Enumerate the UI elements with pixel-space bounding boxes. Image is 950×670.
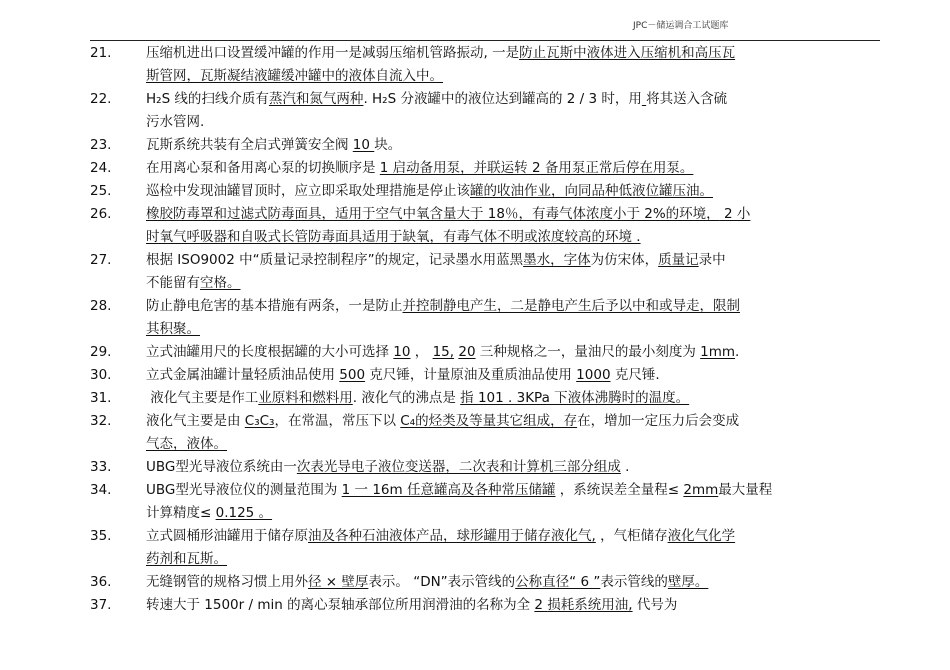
question-number: 28.: [90, 298, 112, 314]
question-number: 29.: [90, 344, 112, 360]
question-text: .: [735, 344, 740, 360]
question-text: UBG型光导液位系统由一: [146, 459, 297, 475]
answer-blank: 2 小: [719, 206, 751, 222]
question-number: 21.: [90, 45, 112, 61]
question-text: UBG型光导液位仪的测量范围为: [146, 482, 342, 498]
answer-blank: 15,: [432, 344, 455, 360]
answer-blank: 2: [534, 597, 548, 613]
question-text: ，气柜储存: [595, 528, 668, 544]
question-text: 无缝钢管的规格习惯上用外: [146, 574, 308, 590]
answer-blank: 气态，液体。: [146, 436, 227, 452]
answer-blank: 用于空气中氧含量大于 18％，有毒气体浓度小于 2%的环境，: [348, 206, 720, 222]
answer-blank: 橡胶防毒罩和过滤式防毒面具，适: [146, 206, 349, 222]
question-number: 33.: [90, 459, 112, 475]
question-line: [90, 134, 880, 157]
question-text: 块。: [374, 137, 402, 153]
answer-blank: 2mm: [683, 482, 719, 498]
question-text: 不能留有: [146, 275, 200, 291]
question-text: 三种规格之一，量油尺的最小刻度为: [475, 344, 701, 360]
answer-blank: 罐的收油作业，向同品种低液位罐压油。: [470, 183, 713, 199]
question-text: 根据 ISO9002 中“质量记录控制程序”的规定，记录墨水用蓝黑: [146, 252, 524, 268]
question-text: 污水管网.: [146, 114, 205, 130]
question-text: 录中: [698, 252, 726, 268]
question-text: 压缩机管路振动,: [389, 45, 488, 61]
question-number: 34.: [90, 482, 112, 498]
question-text: ，在常温，常压下以: [274, 413, 401, 429]
question-line: [90, 525, 880, 548]
question-text: . 液化气的沸点是: [352, 390, 461, 406]
question-continuation-line: [90, 111, 880, 134]
question-text: 时，用: [601, 91, 642, 107]
question-text: 代号为: [632, 597, 678, 613]
answer-blank: 径 × 壁厚: [308, 574, 369, 590]
question-number: 36.: [90, 574, 112, 590]
answer-blank: 时氧气呼吸器和自吸式长管防毒面具适用: [146, 229, 389, 245]
question-text: 立式圆桶形油罐用于储存原: [146, 528, 308, 544]
answer-blank: 1mm: [700, 344, 736, 360]
answer-blank: 公称直径“ 6 ”: [515, 574, 601, 590]
question-text: 转速大于 1500r / min 的离心泵轴承部位所用润滑油的名称为全: [146, 597, 535, 613]
header-title: JPC－储运调合工试题库: [633, 21, 729, 31]
question-text: 瓦斯系统共装有全启式弹簧安全阀: [146, 137, 353, 153]
question-text: 在用离心泵和备用离心泵的切换顺序是: [146, 160, 380, 176]
question-text: 计算精度≤: [146, 505, 216, 521]
answer-blank: 并控制静电产生，二是静电产生后予以中和或导走，限制: [402, 298, 740, 314]
question-text: .: [620, 459, 630, 475]
answer-blank: 损耗系统用油,: [547, 597, 633, 613]
answer-blank: 10: [393, 344, 411, 360]
question-number: 24.: [90, 160, 112, 176]
answer-blank: 药剂和瓦斯。: [146, 551, 227, 567]
question-continuation-line: [90, 502, 880, 525]
question-list: [90, 42, 880, 617]
question-line: [90, 341, 880, 364]
answer-blank: 油及各种石油液体产品，球形罐用于储存液化气,: [308, 528, 596, 544]
answer-blank: 20: [458, 344, 476, 360]
answer-blank: 1 一 16m 任意罐高及各种常压储罐: [341, 482, 556, 498]
question-line: [90, 295, 880, 318]
question-continuation-line: [90, 548, 880, 571]
question-text: 克尺锤，计量原油及重质油品使用: [365, 367, 577, 383]
answer-blank: C₄的烃类及等量其它组成，存: [400, 413, 578, 429]
answer-blank: 业原料和燃料用: [258, 390, 353, 406]
question-text: 为仿宋体，: [590, 252, 659, 268]
question-continuation-line: [90, 318, 880, 341]
question-text: 立式金属油罐计量轻质油品使用: [146, 367, 340, 383]
question-number: 31.: [90, 390, 112, 406]
answer-blank: 0.125 。: [215, 505, 273, 521]
question-number: 23.: [90, 137, 112, 153]
answer-blank: 蒸汽和氮气两种: [268, 91, 364, 107]
question-text: 液化气主要是作工: [146, 390, 259, 406]
question-text: 一是: [487, 45, 520, 61]
question-line: [90, 479, 880, 502]
question-line: [90, 410, 880, 433]
question-line: [90, 364, 880, 387]
answer-blank: 斯管网，瓦斯凝结液罐缓冲罐中的液体自流入中。: [146, 68, 443, 84]
answer-blank: 1 启动备用泵，并联运转 2 备用泵正常后停在用泵。: [379, 160, 694, 176]
question-number: 32.: [90, 413, 112, 429]
question-line: [90, 42, 880, 65]
question-number: 25.: [90, 183, 112, 199]
question-line: [90, 571, 880, 594]
question-line: [90, 88, 880, 111]
question-text: 2 / 3: [562, 91, 602, 107]
question-number: 22.: [90, 91, 112, 107]
question-text: ，: [410, 344, 433, 360]
question-line: [90, 387, 880, 410]
question-continuation-line: [90, 272, 880, 295]
question-text: H₂S 线的扫线介质有: [146, 91, 269, 107]
question-text: 表示管线的: [600, 574, 668, 590]
question-line: [90, 249, 880, 272]
question-continuation-line: [90, 433, 880, 456]
question-text: 立式油罐用尺的长度根据罐的大小可选择: [146, 344, 394, 360]
question-text: 防止静电危害的基本措施有两条，一是防止: [146, 298, 403, 314]
answer-blank: 次表光导电子液位变送器，二次表和计算机三部分组成: [296, 459, 621, 475]
question-text: 克尺锤.: [610, 367, 660, 383]
question-line: [90, 594, 880, 617]
answer-blank: 空格。: [200, 275, 241, 291]
question-line: [90, 456, 880, 479]
question-text: ，系统误差全量程≤: [555, 482, 684, 498]
answer-blank: C₃C₃: [244, 413, 275, 429]
question-text: 巡检中发现油罐冒顶时，应立即采取处理措施是停止该: [146, 183, 470, 199]
answer-blank: 500: [339, 367, 366, 383]
answer-blank: 10: [352, 137, 375, 153]
question-line: [90, 157, 880, 180]
question-number: 26.: [90, 206, 112, 222]
answer-blank: 墨水，字体: [523, 252, 591, 268]
question-number: 27.: [90, 252, 112, 268]
question-number: 35.: [90, 528, 112, 544]
question-line: [90, 180, 880, 203]
answer-blank: 其积聚。: [146, 321, 200, 337]
question-text: 最大量程: [718, 482, 773, 498]
answer-blank: 防止瓦斯中液体进入压缩机和高压瓦: [519, 45, 736, 61]
question-number: 30.: [90, 367, 112, 383]
answer-blank: 1000: [576, 367, 611, 383]
answer-blank: 指 101 . 3KPa 下液体沸腾时的温度。: [460, 390, 690, 406]
answer-blank: 液化气化学: [667, 528, 736, 544]
question-continuation-line: [90, 65, 880, 88]
question-number: 37.: [90, 597, 112, 613]
question-text: . H₂S 分液罐中的液位达到罐高的: [363, 91, 563, 107]
answer-blank: 质量记: [658, 252, 699, 268]
question-text: 在，增加一定压力后会变成: [577, 413, 740, 429]
question-text: 表示。 “DN”表示管线的: [368, 574, 516, 590]
question-text: 液化气主要是由: [146, 413, 245, 429]
question-text: 压缩机进出口设置缓冲罐的作用一是减弱: [146, 45, 389, 61]
question-text: 将其送入含硫: [646, 91, 728, 107]
answer-blank: 壁厚。: [667, 574, 709, 590]
answer-blank: 于缺氧，有毒气体不明或浓度较高的环境 .: [389, 229, 641, 245]
question-continuation-line: [90, 226, 880, 249]
header-rule: [90, 40, 880, 41]
question-line: [90, 203, 880, 226]
